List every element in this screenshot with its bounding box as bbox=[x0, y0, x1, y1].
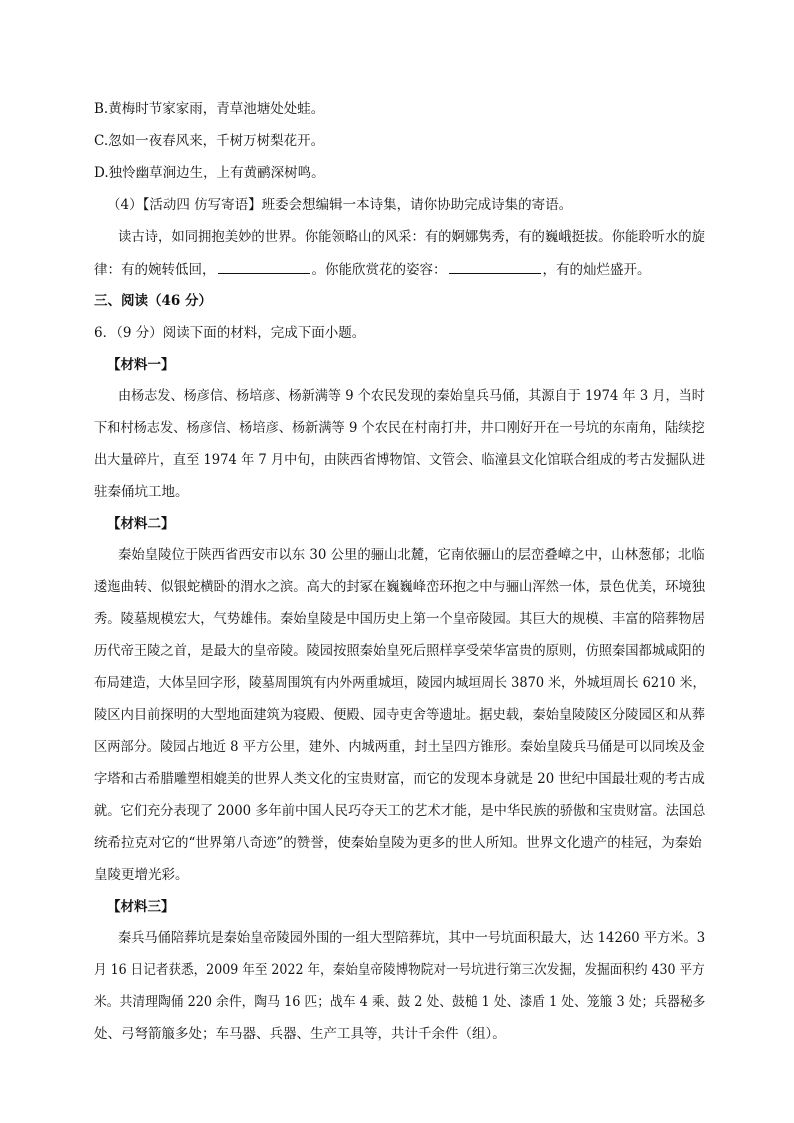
material2-line: 陵区内目前探明的大型地面建筑为寝殿、便殿、园寺吏舍等遗址。据史载，秦始皇陵陵区分陵园区和从葬 bbox=[94, 707, 706, 723]
activity4-line2 bbox=[94, 260, 651, 279]
material1-line: 驻秦俑坑工地。 bbox=[94, 484, 189, 500]
activity4-line2-c: ，有的灿烂盛开。 bbox=[542, 262, 651, 278]
answer-blank-2[interactable] bbox=[449, 260, 541, 274]
material2-line: 就。它们充分表现了 2000 多年前中国人民巧夺天工的艺术才能，是中华民族的骄傲和宝贵财富。法国总 bbox=[94, 803, 706, 819]
material2-line: 布局建造，大体呈回字形，陵墓周围筑有内外两重城垣，陵园内城垣周长 3870 米，外城垣周长 6210 米， bbox=[94, 675, 706, 691]
option-d: D.独怜幽草涧边生，上有黄鹂深树鸣。 bbox=[94, 165, 325, 181]
material2-line: 历代帝王陵之首，是最大的皇帝陵。陵园按照秦始皇死后照样享受荣华富贵的原则，仿照秦国都城咸阳的 bbox=[94, 643, 706, 659]
material1-line: 出大量碎片，直至 1974 年 7 月中旬，由陕西省博物馆、文管会、临潼县文化馆联合组成的考古发掘队进 bbox=[94, 452, 706, 468]
activity4-line1: 读古诗，如同拥抱美妙的世界。你能领略山的风采：有的婀娜隽秀，有的巍峨挺拔。你能聆听水的旋 bbox=[118, 229, 705, 245]
material2-line: 字塔和古希腊雕塑相媲美的世界人类文化的宝贵财富，而它的发现本身就是 20 世纪中国最壮观的考古成 bbox=[94, 771, 705, 787]
material2-line: 秀。陵墓规模宏大，气势雄伟。秦始皇陵是中国历史上第一个皇帝陵园。其巨大的规模、丰富的陪葬物居 bbox=[94, 611, 706, 627]
answer-blank-1[interactable] bbox=[218, 260, 310, 274]
section3-title: 三、阅读（46 分） bbox=[94, 293, 212, 309]
material1-line: 下和村杨志发、杨彦信、杨培彦、杨新满等 9 个农民在村南打井，井口刚好开在一号坑的东南角，陆续挖 bbox=[94, 420, 705, 436]
material2-line: 逶迤曲转、似银蛇横卧的渭水之滨。高大的封冢在巍巍峰峦环抱之中与骊山浑然一体，景色优美，环境独 bbox=[94, 579, 706, 595]
material1-line: 由杨志发、杨彦信、杨培彦、杨新满等 9 个农民发现的秦始皇兵马俑，其源自于 1974 年 3 月，当时 bbox=[118, 388, 705, 404]
material3-line: 米。共清理陶俑 220 余件，陶马 16 匹；战车 4 乘、鼓 2 处、鼓槌 1 处、漆盾 1 处、笼箙 3 处；兵器秘多 bbox=[94, 994, 706, 1010]
material3-header: 【材料三】 bbox=[107, 899, 175, 915]
material2-line: 区两部分。陵园占地近 8 平方公里，建外、内城两重，封土呈四方锥形。秦始皇陵兵马俑是可以同埃及金 bbox=[94, 739, 705, 755]
question6-title: 6．（9 分）阅读下面的材料，完成下面小题。 bbox=[94, 325, 366, 341]
material3-line: 处、弓弩箭箙多处；车马器、兵器、生产工具等，共计千余件（组）。 bbox=[94, 1026, 506, 1042]
activity4-title: （4）【活动四 仿写寄语】班委会想编辑一本诗集，请你协助完成诗集的寄语。 bbox=[107, 197, 573, 213]
option-c: C.忽如一夜春风来，千树万树梨花开。 bbox=[94, 133, 325, 149]
material2-line: 秦始皇陵位于陕西省西安市以东 30 公里的骊山北麓，它南依骊山的层峦叠嶂之中，山林葱郁；北临 bbox=[118, 547, 705, 563]
material2-line: 皇陵更增光彩。 bbox=[94, 867, 189, 883]
material2-line: 统希拉克对它的“世界第八奇迹”的赞誉，使秦始皇陵为更多的世人所知。世界文化遗产的桂冠，为秦始 bbox=[94, 835, 702, 851]
material3-line: 月 16 日记者获悉，2009 年至 2022 年，秦始皇帝陵博物院对一号坑进行第三次发掘，发掘面积约 430 平方 bbox=[94, 962, 705, 978]
material2-header: 【材料二】 bbox=[107, 516, 175, 532]
activity4-line2-b: 。你能欣赏花的姿容： bbox=[311, 262, 447, 278]
material1-header: 【材料一】 bbox=[107, 357, 175, 373]
activity4-line2-a: 律：有的婉转低回， bbox=[94, 262, 216, 278]
material3-line: 秦兵马俑陪葬坑是秦始皇帝陵园外围的一组大型陪葬坑，其中一号坑面积最大，达 14260 平方米。3 bbox=[118, 930, 706, 946]
option-b: B.黄梅时节家家雨，青草池塘处处蛙。 bbox=[94, 101, 325, 117]
